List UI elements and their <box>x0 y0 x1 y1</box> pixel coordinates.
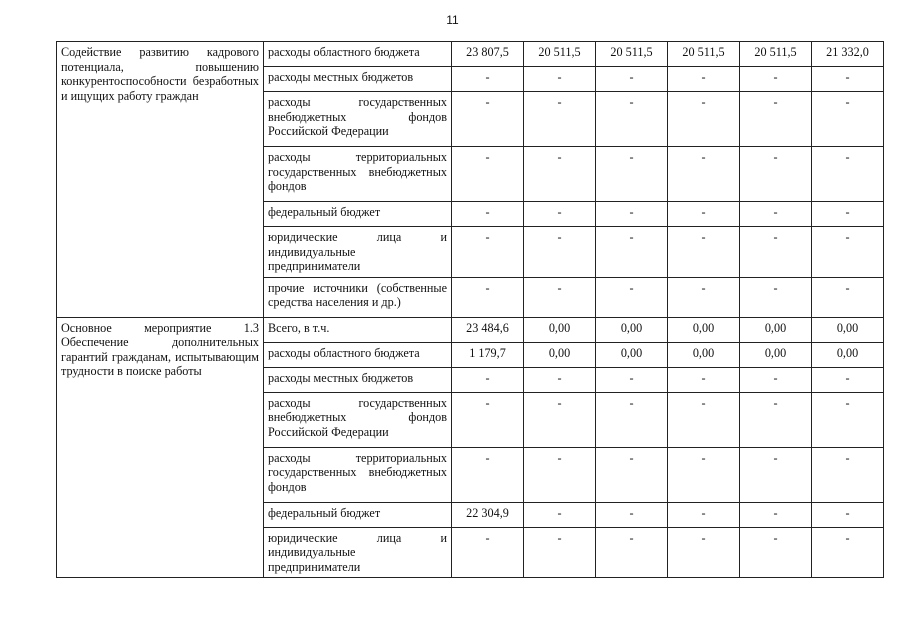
funding-source: расходы территориальных государственных внебюджетных фондов <box>264 447 452 502</box>
value-cell: - <box>596 147 668 202</box>
value-cell: - <box>524 202 596 227</box>
funding-source: Всего, в т.ч. <box>264 317 452 342</box>
value-cell: - <box>452 527 524 578</box>
value-cell: - <box>524 227 596 278</box>
value-cell: - <box>452 447 524 502</box>
value-cell: 0,00 <box>668 317 740 342</box>
funding-source: расходы территориальных государственных внебюджетных фондов <box>264 147 452 202</box>
value-cell: - <box>668 227 740 278</box>
value-cell: - <box>668 202 740 227</box>
value-cell: 23 807,5 <box>452 42 524 67</box>
value-cell: - <box>812 392 884 447</box>
value-cell: - <box>812 527 884 578</box>
value-cell: - <box>452 92 524 147</box>
value-cell: - <box>668 277 740 317</box>
value-cell: 20 511,5 <box>740 42 812 67</box>
value-cell: 0,00 <box>596 317 668 342</box>
value-cell: - <box>524 502 596 527</box>
value-cell: - <box>812 277 884 317</box>
value-cell: - <box>596 367 668 392</box>
value-cell: - <box>524 447 596 502</box>
funding-source: расходы местных бюджетов <box>264 367 452 392</box>
value-cell: - <box>596 277 668 317</box>
value-cell: 20 511,5 <box>668 42 740 67</box>
funding-source: федеральный бюджет <box>264 202 452 227</box>
value-cell: 0,00 <box>668 342 740 367</box>
value-cell: - <box>596 527 668 578</box>
value-cell: - <box>452 147 524 202</box>
value-cell: - <box>524 367 596 392</box>
value-cell: - <box>452 392 524 447</box>
value-cell: 0,00 <box>524 342 596 367</box>
value-cell: - <box>596 67 668 92</box>
funding-source: расходы областного бюджета <box>264 342 452 367</box>
value-cell: - <box>740 67 812 92</box>
value-cell: - <box>452 202 524 227</box>
value-cell: - <box>596 502 668 527</box>
value-cell: - <box>524 92 596 147</box>
value-cell: - <box>812 67 884 92</box>
budget-table <box>56 41 884 578</box>
value-cell: 1 179,7 <box>452 342 524 367</box>
value-cell: - <box>668 502 740 527</box>
funding-source: прочие источники (собственные средства населения и др.) <box>264 277 452 317</box>
value-cell: - <box>452 367 524 392</box>
value-cell: - <box>812 92 884 147</box>
funding-source: расходы государственных внебюджетных фондов Российской Федерации <box>264 92 452 147</box>
funding-source: юридические лица и индивидуальные предприниматели <box>264 227 452 278</box>
value-cell: - <box>668 367 740 392</box>
value-cell: 20 511,5 <box>596 42 668 67</box>
value-cell: - <box>740 202 812 227</box>
value-cell: - <box>668 147 740 202</box>
value-cell: - <box>524 392 596 447</box>
value-cell: - <box>740 92 812 147</box>
value-cell: - <box>668 92 740 147</box>
value-cell: - <box>452 277 524 317</box>
value-cell: - <box>596 227 668 278</box>
table-row <box>57 42 884 67</box>
value-cell: - <box>596 92 668 147</box>
funding-source: юридические лица и индивидуальные предприниматели <box>264 527 452 578</box>
value-cell: - <box>596 392 668 447</box>
value-cell: 0,00 <box>596 342 668 367</box>
value-cell: - <box>596 447 668 502</box>
value-cell: - <box>596 202 668 227</box>
value-cell: - <box>668 527 740 578</box>
value-cell: - <box>740 527 812 578</box>
value-cell: - <box>740 502 812 527</box>
value-cell: - <box>452 67 524 92</box>
value-cell: 0,00 <box>740 317 812 342</box>
value-cell: - <box>812 447 884 502</box>
value-cell: - <box>740 447 812 502</box>
value-cell: - <box>452 227 524 278</box>
value-cell: 0,00 <box>812 317 884 342</box>
value-cell: 20 511,5 <box>524 42 596 67</box>
value-cell: 21 332,0 <box>812 42 884 67</box>
funding-source: расходы государственных внебюджетных фондов Российской Федерации <box>264 392 452 447</box>
value-cell: 22 304,9 <box>452 502 524 527</box>
value-cell: - <box>812 502 884 527</box>
event-title: Содействие развитию кадрового потенциала, повышению конкурентоспособности безработных и ищущих работу граждан <box>57 42 264 318</box>
value-cell: 23 484,6 <box>452 317 524 342</box>
value-cell: 0,00 <box>524 317 596 342</box>
value-cell: - <box>740 392 812 447</box>
value-cell: 0,00 <box>740 342 812 367</box>
value-cell: - <box>812 367 884 392</box>
event-title: Основное мероприятие 1.3 Обеспечение дополнительных гарантий гражданам, испытывающим трудности в поиске работы <box>57 317 264 578</box>
value-cell: - <box>524 147 596 202</box>
value-cell: - <box>812 227 884 278</box>
table-row <box>57 317 884 342</box>
value-cell: - <box>812 202 884 227</box>
value-cell: - <box>524 527 596 578</box>
value-cell: - <box>812 147 884 202</box>
funding-source: расходы местных бюджетов <box>264 67 452 92</box>
value-cell: - <box>668 67 740 92</box>
funding-source: федеральный бюджет <box>264 502 452 527</box>
value-cell: - <box>740 147 812 202</box>
value-cell: - <box>740 367 812 392</box>
value-cell: - <box>668 447 740 502</box>
value-cell: 0,00 <box>812 342 884 367</box>
value-cell: - <box>740 227 812 278</box>
value-cell: - <box>740 277 812 317</box>
value-cell: - <box>524 67 596 92</box>
value-cell: - <box>668 392 740 447</box>
value-cell: - <box>524 277 596 317</box>
funding-source: расходы областного бюджета <box>264 42 452 67</box>
page-number: 11 <box>446 13 459 27</box>
